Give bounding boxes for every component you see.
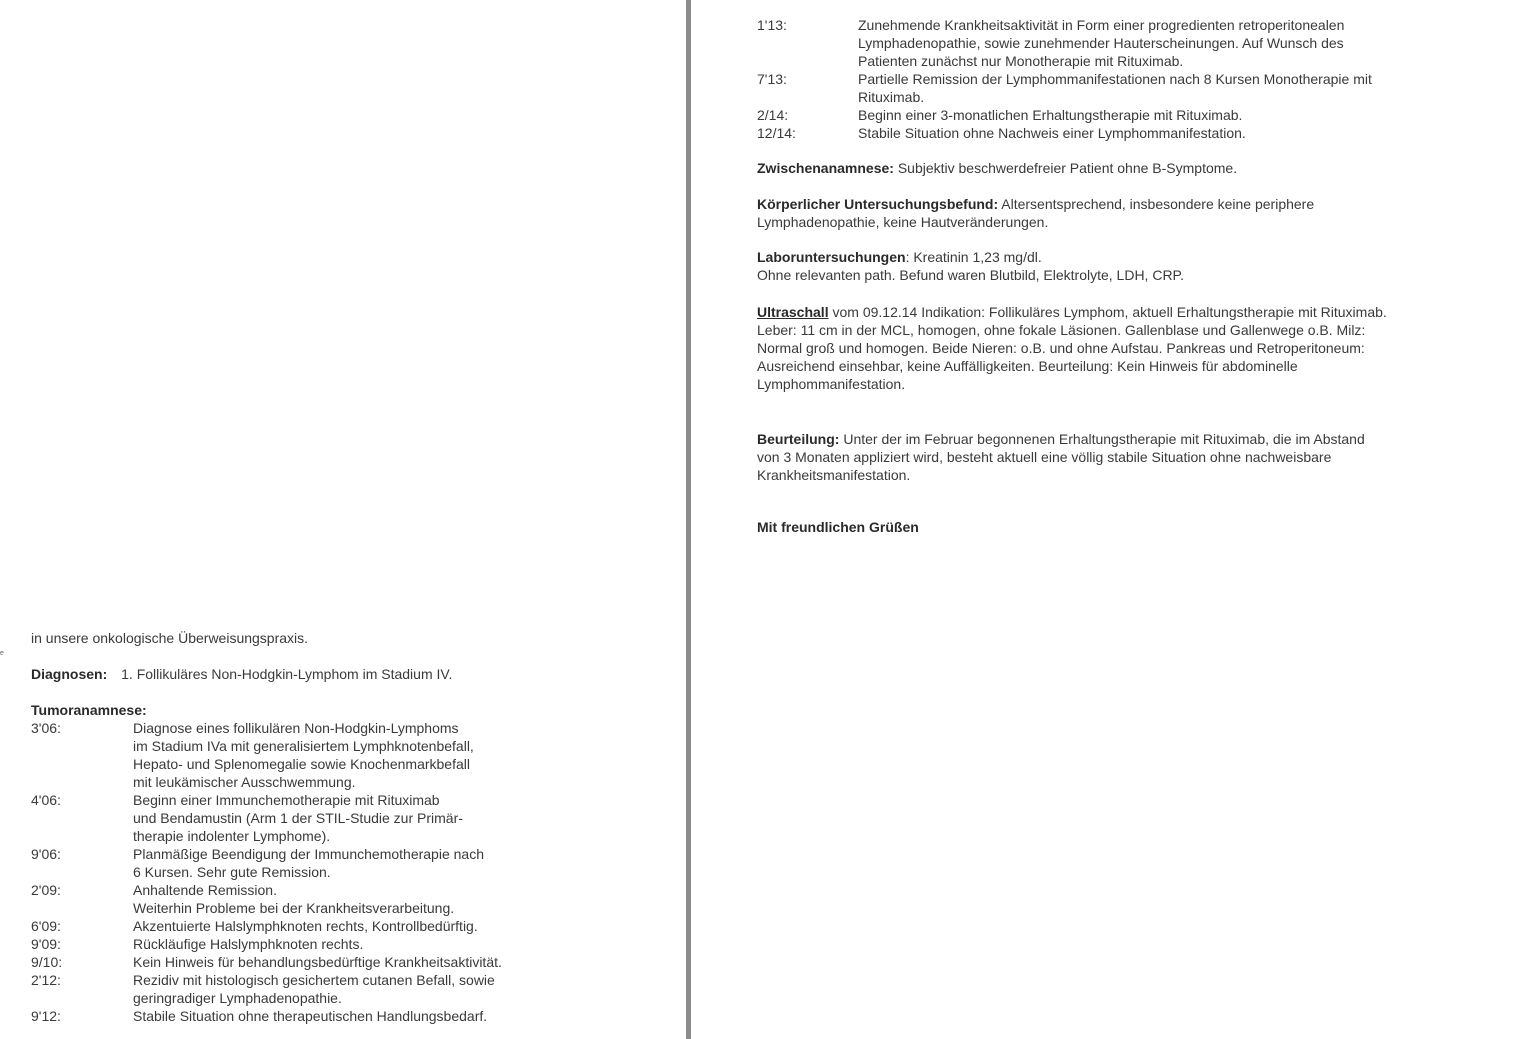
anamnese-entry [757, 70, 1512, 106]
beurteilung-line: Krankheitsmanifestation. [757, 467, 911, 483]
entry-text [858, 70, 1372, 106]
entry-line: Rückläufige Halslymphknoten rechts. [133, 936, 364, 952]
entry-date: 4'06: [31, 792, 61, 808]
koerper-line-1: Altersentsprechend, insbesondere keine periphere [998, 196, 1315, 212]
anamnese-entry [757, 16, 1512, 70]
beurteilung-line: von 3 Monaten appliziert wird, besteht aktuell eine völlig stabile Situation ohne nachweisbare [757, 449, 1332, 465]
entry-date: 6'09: [31, 918, 61, 934]
tumoranamnese-list-continued [757, 16, 1512, 142]
ultraschall-section [757, 303, 1387, 393]
entry-date: 12/14: [757, 125, 796, 141]
entry-text [133, 791, 463, 845]
tumoranamnese-list [31, 719, 681, 1025]
zwischenanamnese-section [757, 159, 1237, 177]
entry-text [858, 16, 1344, 70]
entry-line: Diagnose eines follikulären Non-Hodgkin-Lymphoms [133, 720, 459, 736]
entry-line: Akzentuierte Halslymphknoten rechts, Kontrollbedürftig. [133, 918, 478, 934]
closing-greeting: Mit freundlichen Grüßen [757, 519, 919, 535]
beurteilung-body [757, 448, 1365, 484]
entry-line: Stabile Situation ohne Nachweis einer Lymphommanifestation. [858, 125, 1246, 141]
entry-date: 9'09: [31, 936, 61, 952]
ultraschall-line: Lymphommanifestation. [757, 376, 906, 392]
entry-line: Zunehmende Krankheitsaktivität in Form einer progredienten retroperitonealen [858, 17, 1345, 33]
diagnosen-text: 1. Follikuläres Non-Hodgkin-Lymphom im Stadium IV. [121, 666, 453, 682]
anamnese-entry [31, 881, 681, 917]
entry-date: 7'13: [757, 71, 787, 87]
entry-line: Hepato- und Splenomegalie sowie Knochenmarkbefall [133, 756, 470, 772]
entry-line: 6 Kursen. Sehr gute Remission. [133, 864, 331, 880]
entry-line: geringradiger Lymphadenopathie. [133, 990, 342, 1006]
entry-text [858, 124, 1246, 142]
beurteilung-line-1: Unter der im Februar begonnenen Erhaltungstherapie mit Rituximab, die im Abstand [839, 431, 1365, 447]
left-page [0, 0, 686, 1039]
entry-text [133, 719, 474, 791]
entry-line: mit leukämischer Ausschwemmung. [133, 774, 356, 790]
anamnese-entry [31, 719, 681, 791]
ultraschall-body [757, 321, 1387, 393]
anamnese-entry [31, 935, 681, 953]
stray-mark: e [0, 650, 4, 657]
entry-text [133, 1007, 487, 1025]
entry-date: 2'09: [31, 882, 61, 898]
zwischenanamnese-text: Subjektiv beschwerdefreier Patient ohne B-Symptome. [893, 160, 1238, 176]
anamnese-entry [31, 845, 681, 881]
anamnese-entry [31, 953, 681, 971]
entry-date: 9'06: [31, 846, 61, 862]
labor-section [757, 248, 1184, 284]
entry-line: Stabile Situation ohne therapeutischen Handlungsbedarf. [133, 1008, 488, 1024]
ultraschall-line-1: vom 09.12.14 Indikation: Follikuläres Lymphom, aktuell Erhaltungstherapie mit Rituximab. [828, 304, 1387, 320]
intro-text: in unsere onkologische Überweisungspraxis. [31, 630, 309, 646]
entry-text [133, 881, 454, 917]
entry-date: 9'12: [31, 1008, 61, 1024]
entry-line: Lymphadenopathie, sowie zunehmender Hauterscheinungen. Auf Wunsch des [858, 35, 1344, 51]
entry-date: 2/14: [757, 107, 789, 123]
entry-text [133, 917, 478, 935]
beurteilung-label: Beurteilung: [757, 431, 840, 447]
ultraschall-line: Leber: 11 cm in der MCL, homogen, ohne fokale Läsionen. Gallenblase und Gallenwege o.B. Milz: [757, 322, 1366, 338]
entry-text [133, 953, 502, 971]
entry-line: und Bendamustin (Arm 1 der STIL-Studie zur Primär- [133, 810, 463, 826]
entry-line: Beginn einer 3-monatlichen Erhaltungstherapie mit Rituximab. [858, 107, 1243, 123]
entry-line: Planmäßige Beendigung der Immunchemotherapie nach [133, 846, 484, 862]
entry-line: Weiterhin Probleme bei der Krankheitsverarbeitung. [133, 900, 455, 916]
tumoranamnese-label: Tumoranamnese: [31, 702, 147, 718]
entry-line: im Stadium IVa mit generalisiertem Lymphknotenbefall, [133, 738, 474, 754]
entry-date: 9/10: [31, 954, 63, 970]
entry-line: Anhaltende Remission. [133, 882, 277, 898]
ultraschall-line: Normal groß und homogen. Beide Nieren: o.B. und ohne Aufstau. Pankreas und Retroperitoneum: [757, 340, 1365, 356]
labor-line-1: : Kreatinin 1,23 mg/dl. [905, 249, 1042, 265]
anamnese-entry [31, 917, 681, 935]
diagnosen-label: Diagnosen: [31, 666, 108, 682]
entry-date: 1'13: [757, 17, 787, 33]
entry-text [133, 971, 495, 1007]
labor-line-2: Ohne relevanten path. Befund waren Blutbild, Elektrolyte, LDH, CRP. [757, 267, 1184, 283]
entry-line: Kein Hinweis für behandlungsbedürftige Krankheitsaktivität. [133, 954, 502, 970]
ultraschall-label: Ultraschall [757, 304, 829, 320]
entry-text [858, 106, 1242, 124]
entry-line: Rituximab. [858, 89, 925, 105]
entry-text [133, 935, 363, 953]
diagnosen-row [31, 665, 452, 683]
entry-date: 2'12: [31, 972, 61, 988]
entry-date: 3'06: [31, 720, 61, 736]
entry-line: Rezidiv mit histologisch gesichertem cutanen Befall, sowie [133, 972, 495, 988]
right-page [691, 0, 1516, 1039]
labor-label: Laboruntersuchungen [757, 249, 906, 265]
koerper-section [757, 195, 1314, 231]
entry-text [133, 845, 484, 881]
ultraschall-line: Ausreichend einsehbar, keine Auffälligkeiten. Beurteilung: Kein Hinweis für abdominelle [757, 358, 1298, 374]
entry-line: Partielle Remission der Lymphommanifestationen nach 8 Kursen Monotherapie mit [858, 71, 1372, 87]
zwischenanamnese-label: Zwischenanamnese: [757, 160, 894, 176]
koerper-label: Körperlicher Untersuchungsbefund: [757, 196, 999, 212]
anamnese-entry [31, 1007, 681, 1025]
anamnese-entry [757, 124, 1512, 142]
entry-line: Beginn einer Immunchemotherapie mit Rituximab [133, 792, 440, 808]
entry-line: therapie indolenter Lymphome). [133, 828, 331, 844]
anamnese-entry [31, 971, 681, 1007]
koerper-line-2: Lymphadenopathie, keine Hautveränderungen. [757, 214, 1049, 230]
anamnese-entry [31, 791, 681, 845]
anamnese-entry [757, 106, 1512, 124]
beurteilung-section [757, 430, 1365, 484]
entry-line: Patienten zunächst nur Monotherapie mit Rituximab. [858, 53, 1184, 69]
